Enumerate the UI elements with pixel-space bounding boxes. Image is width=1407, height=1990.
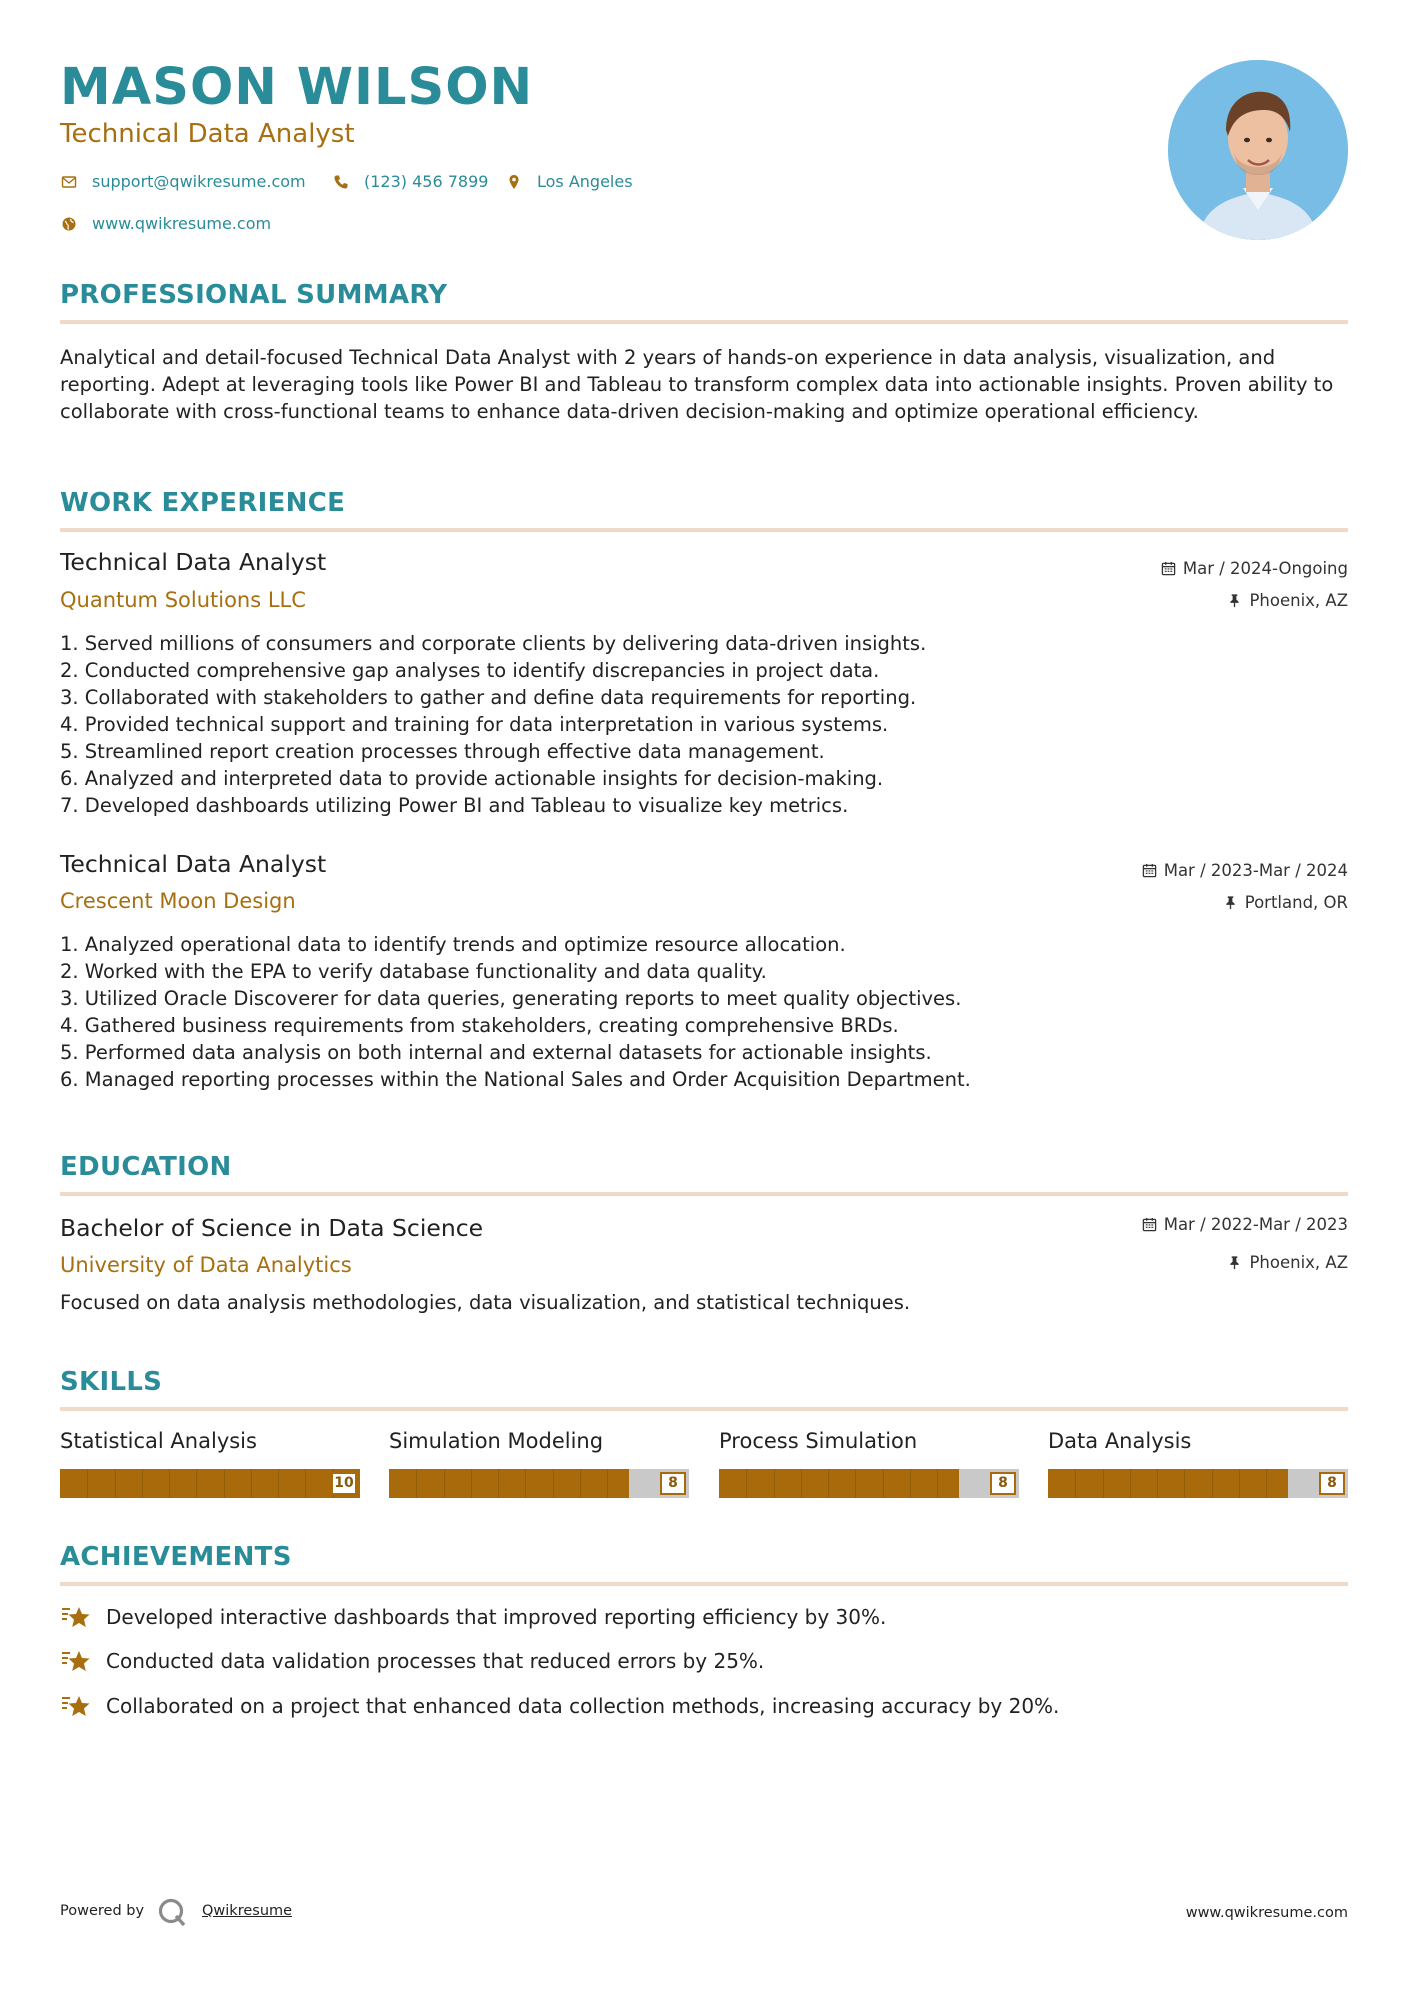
skill-level-value: 8 (1319, 1472, 1345, 1495)
candidate-title: Technical Data Analyst (60, 119, 355, 149)
skill-bar (719, 1469, 1019, 1498)
list-item: 6. Analyzed and interpreted data to provide actionable insights for decision-making. (60, 767, 884, 790)
skill-segment-tick (1103, 1469, 1104, 1498)
skill-segment-tick (115, 1469, 116, 1498)
skill-segment-tick (498, 1469, 499, 1498)
achievement-item (60, 1647, 764, 1675)
skill-segment-tick (169, 1469, 170, 1498)
skill-segment-tick (416, 1469, 417, 1498)
list-item: 4. Provided technical support and training for data interpretation in various systems. (60, 713, 889, 736)
skill-segment-tick (471, 1469, 472, 1498)
contact-email[interactable] (60, 172, 306, 191)
education-heading: EDUCATION (60, 1152, 232, 1182)
pushpin-icon (1227, 593, 1242, 608)
job-company: Quantum Solutions LLC (60, 588, 306, 612)
summary-text: Analytical and detail-focused Technical Data Analyst with 2 years of hands-on experience in data analysis, visualization, and reporting. Adept at leveraging tools like Power BI and Tableau to transform complex data into actionable insights. Proven ability to collaborate with cross-functional teams to enhance data-driven decision-making and optimize operational efficiency. (60, 346, 1334, 423)
pushpin-icon (1223, 895, 1238, 910)
achievement-text: Developed interactive dashboards that improved reporting efficiency by 30%. (106, 1605, 887, 1629)
skill-segment-tick (525, 1469, 526, 1498)
phone-text[interactable]: (123) 456 7899 (364, 172, 489, 191)
skill-segment-tick (1130, 1469, 1131, 1498)
skill-segment-tick (224, 1469, 225, 1498)
job-company: Crescent Moon Design (60, 889, 296, 913)
section-divider (60, 528, 1348, 532)
list-item: 1. Served millions of consumers and corporate clients by delivering data-driven insights. (60, 632, 927, 655)
qwikresume-logo (157, 1897, 187, 1927)
summary-heading: PROFESSIONAL SUMMARY (60, 280, 448, 310)
skill-segment-tick (883, 1469, 884, 1498)
section-divider (60, 1582, 1348, 1586)
calendar-icon (1161, 561, 1176, 576)
list-item: 3. Collaborated with stakeholders to gather and define data requirements for reporting. (60, 686, 917, 709)
candidate-name: MASON WILSON (60, 58, 534, 117)
profile-photo (1168, 60, 1348, 240)
section-divider (60, 320, 1348, 324)
website-text[interactable]: www.qwikresume.com (92, 214, 272, 233)
phone-icon (332, 173, 350, 191)
envelope-icon (60, 173, 78, 191)
skill-level-fill (719, 1469, 959, 1498)
skill-name: Data Analysis (1048, 1429, 1192, 1453)
list-item: 4. Gathered business requirements from stakeholders, creating comprehensive BRDs. (60, 1014, 899, 1037)
skill-level-fill (60, 1469, 360, 1498)
qwikresume-link[interactable]: Qwikresume (202, 1903, 293, 1919)
skill-segment-tick (305, 1469, 306, 1498)
powered-by-label: Powered by (60, 1903, 145, 1919)
skill-level-fill (389, 1469, 629, 1498)
skill-segment-tick (937, 1469, 938, 1498)
skill-segment-tick (278, 1469, 279, 1498)
calendar-icon (1142, 1217, 1157, 1232)
skill-segment-tick (801, 1469, 802, 1498)
skill-level-value: 8 (990, 1472, 1016, 1495)
skill-segment-tick (1212, 1469, 1213, 1498)
skills-heading: SKILLS (60, 1367, 163, 1397)
contact-website[interactable] (60, 214, 271, 233)
job-location: Portland, OR (1223, 893, 1348, 912)
experience-heading: WORK EXPERIENCE (60, 488, 346, 518)
skill-segment-tick (910, 1469, 911, 1498)
list-item: 2. Worked with the EPA to verify database functionality and data quality. (60, 960, 767, 983)
calendar-icon (1142, 863, 1157, 878)
skill-level-value: 8 (660, 1472, 686, 1495)
skill-bar (1048, 1469, 1348, 1498)
degree-title: Bachelor of Science in Data Science (60, 1214, 484, 1242)
skill-segment-tick (1266, 1469, 1267, 1498)
skill-segment-tick (1184, 1469, 1185, 1498)
education-description: Focused on data analysis methodologies, data visualization, and statistical techniques. (60, 1291, 911, 1314)
section-divider (60, 1192, 1348, 1196)
skill-segment-tick (746, 1469, 747, 1498)
education-location: Phoenix, AZ (1227, 1253, 1348, 1272)
achievement-item (60, 1692, 1059, 1720)
list-item: 6. Managed reporting processes within the National Sales and Order Acquisition Department. (60, 1068, 971, 1091)
skill-name: Statistical Analysis (60, 1429, 257, 1453)
email-text[interactable]: support@qwikresume.com (92, 172, 306, 191)
star-badge-icon (60, 1603, 92, 1631)
job-dates: Mar / 2023-Mar / 2024 (1142, 861, 1348, 880)
skill-level-value: 10 (331, 1472, 357, 1495)
star-badge-icon (60, 1692, 92, 1720)
skill-segment-tick (580, 1469, 581, 1498)
skill-segment-tick (855, 1469, 856, 1498)
job-bullets (60, 630, 1160, 819)
skill-level-fill (1048, 1469, 1288, 1498)
skill-name: Simulation Modeling (389, 1429, 604, 1453)
list-item: 1. Analyzed operational data to identify trends and optimize resource allocation. (60, 933, 846, 956)
list-item: 2. Conducted comprehensive gap analyses to identify discrepancies in project data. (60, 659, 880, 682)
contact-location (505, 172, 633, 191)
skill-bar (389, 1469, 689, 1498)
job-role: Technical Data Analyst (60, 850, 327, 878)
skill-segment-tick (1157, 1469, 1158, 1498)
skill-segment-tick (607, 1469, 608, 1498)
star-badge-icon (60, 1647, 92, 1675)
skill-segment-tick (1075, 1469, 1076, 1498)
education-dates: Mar / 2022-Mar / 2023 (1142, 1215, 1348, 1234)
achievement-item (60, 1603, 886, 1631)
skill-segment-tick (142, 1469, 143, 1498)
job-bullets (60, 931, 1160, 1093)
skill-segment-tick (774, 1469, 775, 1498)
skill-name: Process Simulation (719, 1429, 918, 1453)
list-item: 5. Streamlined report creation processes through effective data management. (60, 740, 825, 763)
skill-segment-tick (251, 1469, 252, 1498)
skill-segment-tick (1239, 1469, 1240, 1498)
school-name: University of Data Analytics (60, 1253, 352, 1277)
pushpin-icon (1227, 1255, 1242, 1270)
skill-bar (60, 1469, 360, 1498)
list-item: 7. Developed dashboards utilizing Power BI and Tableau to visualize key metrics. (60, 794, 849, 817)
achievement-text: Conducted data validation processes that reduced errors by 25%. (106, 1649, 765, 1673)
footer-url[interactable]: www.qwikresume.com (1185, 1905, 1348, 1921)
location-text: Los Angeles (537, 172, 633, 191)
achievement-text: Collaborated on a project that enhanced data collection methods, increasing accuracy by 20%. (106, 1694, 1060, 1718)
map-pin-icon (505, 173, 523, 191)
skill-segment-tick (444, 1469, 445, 1498)
contact-phone[interactable] (332, 172, 488, 191)
skill-segment-tick (553, 1469, 554, 1498)
job-location: Phoenix, AZ (1227, 591, 1348, 610)
job-role: Technical Data Analyst (60, 548, 327, 576)
section-divider (60, 1407, 1348, 1411)
skill-segment-tick (196, 1469, 197, 1498)
skill-segment-tick (828, 1469, 829, 1498)
skill-segment-tick (87, 1469, 88, 1498)
list-item: 5. Performed data analysis on both internal and external datasets for actionable insights. (60, 1041, 932, 1064)
job-dates: Mar / 2024-Ongoing (1161, 559, 1348, 578)
list-item: 3. Utilized Oracle Discoverer for data queries, generating reports to meet quality objectives. (60, 987, 962, 1010)
globe-icon (60, 215, 78, 233)
achievements-heading: ACHIEVEMENTS (60, 1542, 292, 1572)
